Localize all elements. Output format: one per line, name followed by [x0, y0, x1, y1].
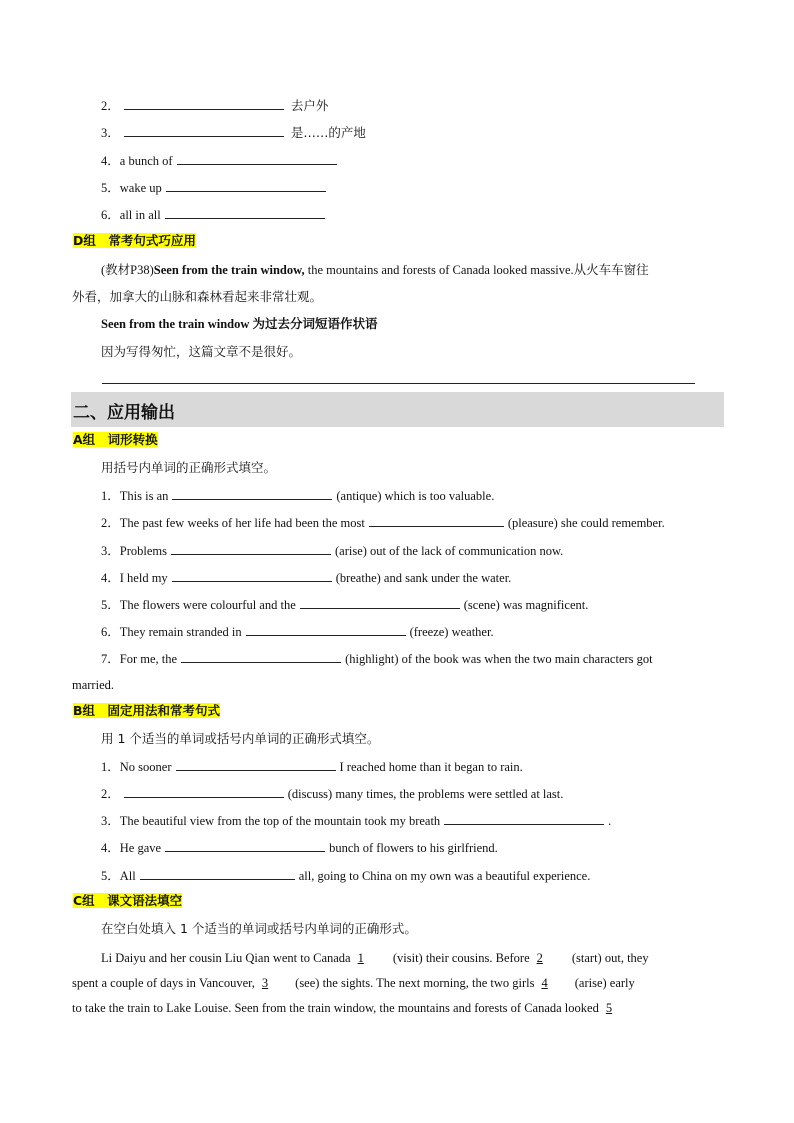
item-text: Problems [119, 544, 167, 558]
item-number: 3． [101, 544, 120, 558]
answer-blank[interactable] [124, 784, 284, 798]
item-text: No sooner [119, 760, 172, 774]
answer-blank[interactable] [369, 513, 504, 527]
item-text: He gave [119, 841, 162, 855]
example-rest: the mountains and forests of Canada looked massive.从火车车窗往 [304, 263, 649, 277]
section-title: 二、应用输出 [73, 403, 175, 423]
group-d-example-line2: 外看，加拿大的山脉和森林看起来非常壮观。 [72, 289, 323, 304]
item-text: The past few weeks of her life had been the most [119, 516, 365, 530]
item-text: bunch of flowers to his girlfriend. [329, 841, 498, 855]
answer-blank[interactable] [124, 96, 284, 110]
group-a-item-1 [101, 486, 494, 505]
answer-blank[interactable] [165, 205, 325, 219]
group-a-item-4 [101, 568, 511, 587]
group-b-instruction: 用 1 个适当的单词或括号内单词的正确形式填空。 [101, 731, 380, 746]
item-number: 2． [101, 99, 120, 113]
item-text: The flowers were colourful and the [119, 598, 296, 612]
answer-blank[interactable] [177, 151, 337, 165]
group-b-item-3 [101, 811, 611, 830]
item-text: I held my [119, 571, 168, 585]
section-bar [71, 392, 724, 427]
textbook-ref: (教材P38) [101, 263, 154, 277]
answer-blank[interactable] [165, 838, 325, 852]
answer-blank[interactable] [172, 486, 332, 500]
group-b-heading [72, 701, 221, 721]
answer-blank[interactable] [444, 811, 604, 825]
item-text: (highlight) of the book was when the two main characters got [345, 652, 653, 666]
answer-blank[interactable] [300, 595, 460, 609]
answer-blank[interactable] [176, 757, 336, 771]
group-b-item-4 [101, 838, 498, 857]
item-number: 4． [101, 841, 120, 855]
group-c-passage-line2 [72, 974, 635, 992]
item-text: (scene) was magnificent. [463, 598, 589, 612]
group-b-item-5 [101, 866, 590, 885]
phrase-meaning: 去户外 [290, 98, 329, 113]
item-text: (arise) out of the lack of communication now. [335, 544, 564, 558]
item-text: The beautiful view from the top of the mountain took my breath [119, 814, 441, 828]
phrase-text: all in all [119, 208, 161, 222]
item-number: 6． [101, 208, 120, 222]
item-number: 7． [101, 652, 120, 666]
phrase-item-2 [101, 96, 328, 115]
note-rest: 为过去分词短语作状语 [252, 316, 378, 331]
phrase-item-3 [101, 123, 366, 142]
item-number: 3． [101, 126, 120, 140]
translation-answer-line[interactable] [102, 383, 695, 384]
group-a-item-2 [101, 513, 665, 532]
group-a-item-7-cont: married. [72, 678, 114, 692]
group-d-title: D组 常考句式巧应用 [73, 233, 196, 248]
group-c-instruction: 在空白处填入 1 个适当的单词或括号内单词的正确形式。 [101, 921, 417, 936]
group-a-heading [72, 430, 159, 450]
phrase-text: a bunch of [119, 154, 173, 168]
phrase-item-5 [101, 178, 330, 197]
answer-blank[interactable] [166, 178, 326, 192]
item-text: For me, the [119, 652, 178, 666]
item-text: all, going to China on my own was a beautiful experience. [298, 869, 591, 883]
group-b-item-2 [101, 784, 563, 803]
blank-number-4[interactable]: 4 [541, 976, 548, 990]
phrase-item-6 [101, 205, 329, 224]
example-bold: Seen from the train window, [153, 263, 305, 277]
item-number: 1． [101, 489, 120, 503]
group-c-title: C组 课文语法填空 [73, 893, 183, 908]
passage-text: spent a couple of days in Vancouver, [72, 976, 255, 990]
item-number: 5． [101, 869, 120, 883]
phrase-meaning: 是……的产地 [290, 125, 366, 140]
group-d-heading [72, 231, 197, 251]
group-c-passage-line1 [101, 949, 649, 967]
item-text: . [608, 814, 612, 828]
answer-blank[interactable] [140, 866, 295, 880]
item-text: I reached home than it began to rain. [339, 760, 523, 774]
item-number: 1． [101, 760, 120, 774]
item-text: They remain stranded in [119, 625, 242, 639]
item-text: (antique) which is too valuable. [336, 489, 495, 503]
answer-blank[interactable] [124, 123, 284, 137]
passage-text: (start) out, they [571, 951, 649, 965]
item-number: 5． [101, 181, 120, 195]
group-d-note [101, 315, 378, 333]
group-b-item-1 [101, 757, 523, 776]
answer-blank[interactable] [171, 541, 331, 555]
answer-blank[interactable] [181, 649, 341, 663]
group-a-item-6 [101, 622, 494, 641]
item-number: 4． [101, 571, 120, 585]
group-c-passage-line3 [72, 999, 616, 1017]
phrase-item-4 [101, 151, 341, 170]
item-number: 3． [101, 814, 120, 828]
passage-text: (see) the sights. The next morning, the two girls [295, 976, 535, 990]
answer-blank[interactable] [246, 622, 406, 636]
item-text: (discuss) many times, the problems were settled at last. [287, 787, 564, 801]
item-number: 2． [101, 516, 120, 530]
group-a-item-3 [101, 541, 563, 560]
passage-text: (arise) early [574, 976, 635, 990]
item-text: (freeze) weather. [409, 625, 494, 639]
group-a-title: A组 词形转换 [73, 432, 158, 447]
group-a-item-7 [101, 649, 653, 668]
passage-text: to take the train to Lake Louise. Seen from the train window, the mountains and forests of Canada looked [72, 1001, 599, 1015]
phrase-text: wake up [119, 181, 162, 195]
answer-blank[interactable] [172, 568, 332, 582]
blank-number-1[interactable]: 1 [357, 951, 364, 965]
item-number: 4． [101, 154, 120, 168]
blank-number-5[interactable]: 5 [605, 1001, 613, 1015]
item-text: (pleasure) she could remember. [507, 516, 665, 530]
passage-text: (visit) their cousins. Before [392, 951, 530, 965]
blank-number-3[interactable]: 3 [261, 976, 269, 990]
group-a-instruction: 用括号内单词的正确形式填空。 [101, 460, 277, 475]
item-number: 2． [101, 787, 120, 801]
group-b-title: B组 固定用法和常考句式 [73, 703, 221, 718]
group-a-item-5 [101, 595, 588, 614]
item-text: This is an [119, 489, 169, 503]
passage-text: Li Daiyu and her cousin Liu Qian went to Canada [101, 951, 351, 965]
item-text: (breathe) and sank under the water. [335, 571, 512, 585]
item-number: 6． [101, 625, 120, 639]
note-bold: Seen from the train window [101, 317, 250, 331]
group-d-example-line1 [101, 261, 649, 279]
group-d-task: 因为写得匆忙，这篇文章不是很好。 [101, 344, 302, 359]
blank-number-2[interactable]: 2 [536, 951, 543, 965]
item-text: All [119, 869, 136, 883]
group-c-heading [72, 891, 183, 911]
item-number: 5． [101, 598, 120, 612]
